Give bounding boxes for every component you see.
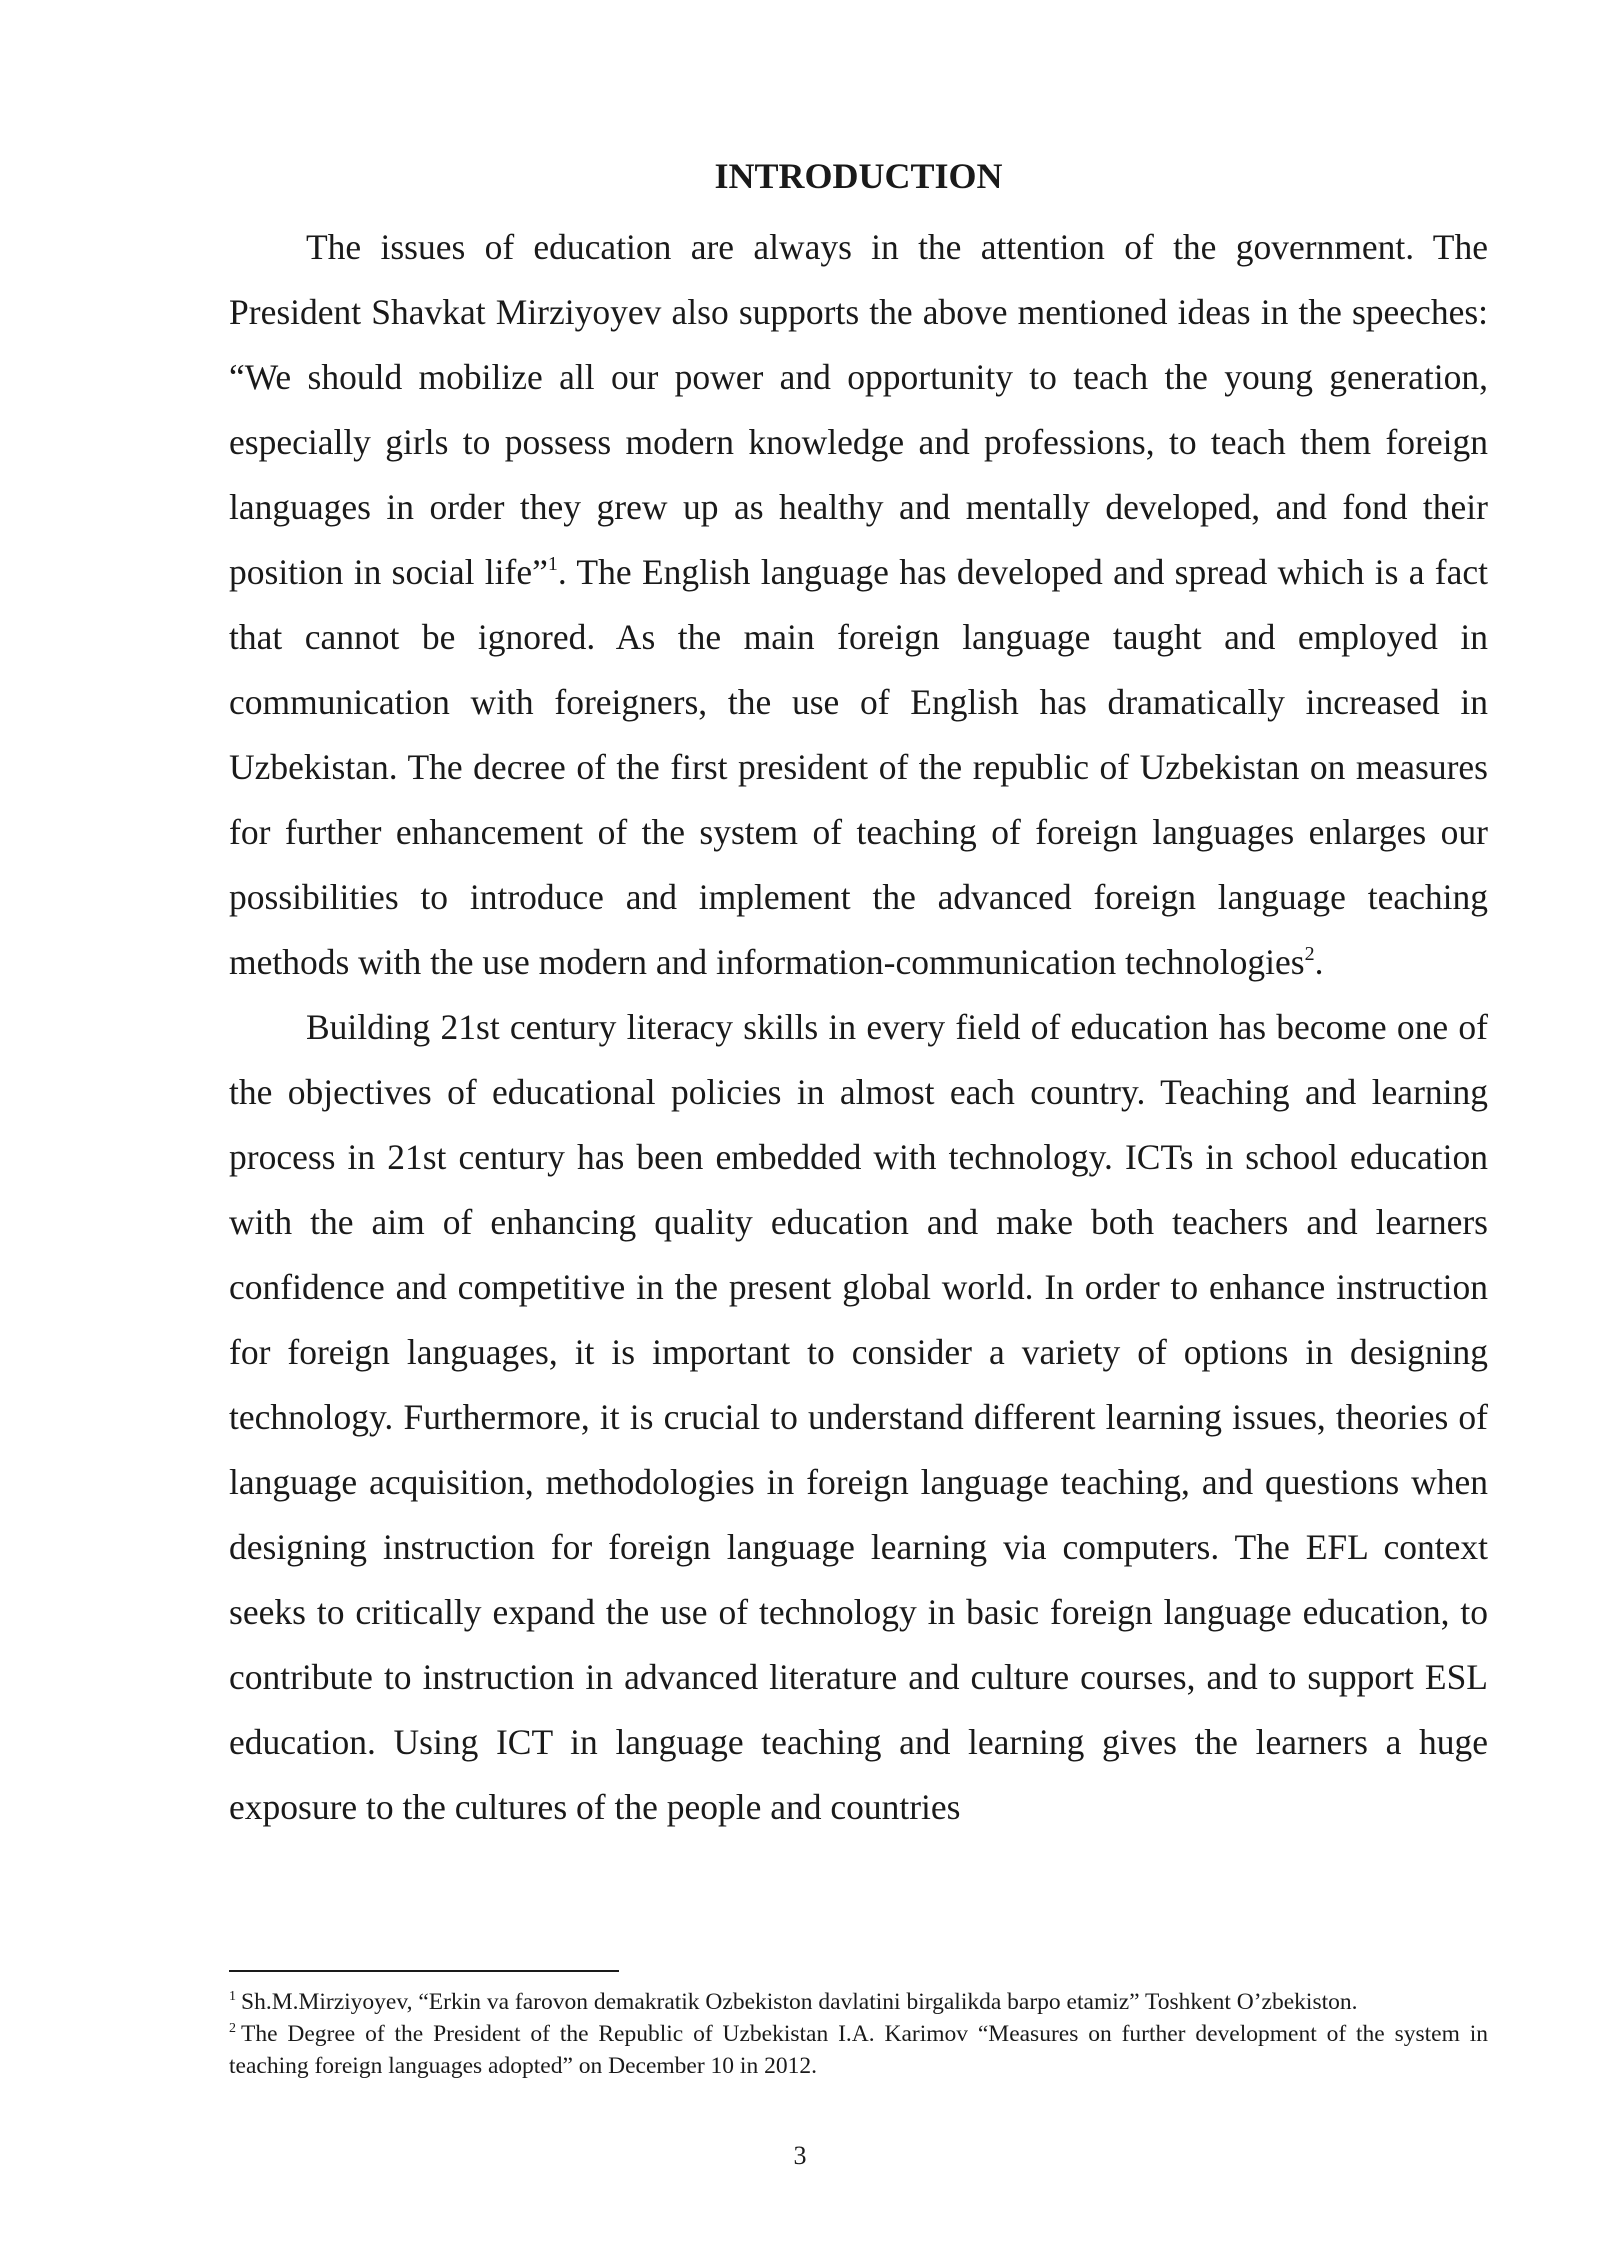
paragraph-1-text-b: . The English language has developed and spread which is a fact that cannot be ignored. As the main foreign language taught and employed in communication with foreigners, the use of English has dramatically increased in Uzbekistan. The decree of the first president of the republic of Uzbekistan on measures for further enhancement of the system of teaching of foreign languages enlarges our possibilities to introduce and implement the advanced foreign language teaching methods with the use modern and information-communication technologies: [229, 552, 1488, 982]
paragraph-1-text-c: .: [1314, 942, 1324, 982]
paragraph-1-text-a: The issues of education are always in the attention of the government. The President Shavkat Mirziyoyev also supports the above mentioned ideas in the speeches: “We should mobilize all our power and opportunity to teach the young generation, especially girls to possess modern knowledge and professions, to teach them foreign languages in order they grew up as healthy and mentally developed, and fond their position in social life”: [229, 227, 1488, 592]
footnote-ref-1: 1: [547, 553, 558, 575]
footnote-ref-2: 2: [1304, 943, 1315, 965]
footnote-2: [229, 2018, 1488, 2082]
footnote-1: [229, 1986, 1488, 2018]
paragraph-1: [229, 215, 1488, 995]
footnote-2-number: 2: [229, 2021, 236, 2036]
footnote-2-text: The Degree of the President of the Republic of Uzbekistan I.A. Karimov “Measures on further development of the system in teaching foreign languages adopted” on December 10 in 2012.: [229, 2021, 1488, 2079]
page-number: 3: [793, 2141, 807, 2170]
footnote-1-text: Sh.M.Mirziyoyev, “Erkin va farovon demakratik Ozbekiston davlatini birgalikda barpo etamiz” Toshkent O’zbekiston.: [241, 1989, 1358, 2015]
section-title: INTRODUCTION: [714, 156, 1003, 196]
page-body: [229, 150, 1488, 1840]
footnotes: [229, 1986, 1488, 2082]
footnote-separator: [229, 1970, 619, 1972]
footnote-1-number: 1: [229, 1989, 236, 2004]
paragraph-2: Building 21st century literacy skills in every field of education has become one of the objectives of educational policies in almost each country. Teaching and learning process in 21st century has been embedded with technology. ICTs in school education with the aim of enhancing quality education and make both teachers and learners confidence and competitive in the present global world. In order to enhance instruction for foreign languages, it is important to consider a variety of options in designing technology. Furthermore, it is crucial to understand different learning issues, theories of language acquisition, methodologies in foreign language teaching, and questions when designing instruction for foreign language learning via computers. The EFL context seeks to critically expand the use of technology in basic foreign language education, to contribute to instruction in advanced literature and culture courses, and to support ESL education. Using ICT in language teaching and learning gives the learners a huge exposure to the cultures of the people and countries: [229, 1007, 1488, 1827]
